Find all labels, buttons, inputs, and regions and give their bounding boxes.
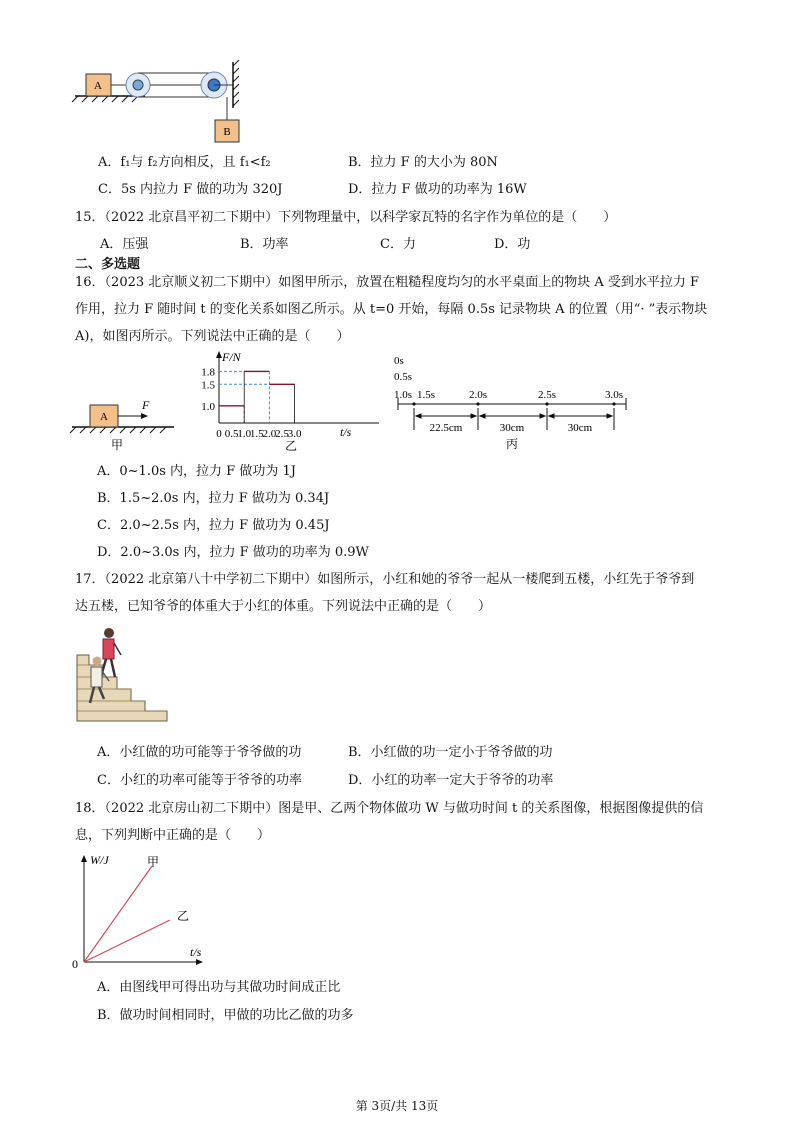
q16-bing-caption: 丙 xyxy=(505,437,519,451)
yi-xtick-0.5: 0.5 xyxy=(224,428,239,440)
svg-text:0: 0 xyxy=(72,957,78,971)
q16-option-a: A．0~1.0s 内，拉力 F 做功为 1J xyxy=(97,464,296,479)
q17-option-c: C．小红的功率可能等于爷爷的功率 xyxy=(97,773,302,788)
q16-stem-line-1: 16．（2023 北京顺义初二下期中）如图甲所示，放置在粗糙程度均匀的水平桌面上的物块 A 受到水平拉力 F xyxy=(75,275,700,290)
q16-bing-time-1.5: 1.5s xyxy=(417,389,436,401)
yi-xtick-2.0: 2.0 xyxy=(262,428,277,440)
q16-bing-time-3.0: 3.0s xyxy=(604,389,624,401)
q16-bing-dist-3: 30cm xyxy=(567,422,593,434)
yi-ytick-1.5: 1.5 xyxy=(201,379,215,392)
q15-stem: 15．（2022 北京昌平初二下期中）下列物理量中，以科学家瓦特的名字作为单位的是（ ） xyxy=(75,210,617,225)
q16-option-d: D．2.0~3.0s 内，拉力 F 做功的功率为 0.9W xyxy=(97,545,369,560)
q17-stairs-illustration xyxy=(75,625,170,725)
q14-option-c: C．5s 内拉力 F 做的功为 320J xyxy=(98,182,283,197)
q16-bing-time-1.0: 1.0s xyxy=(394,389,413,401)
yi-xtick-0: 0 xyxy=(216,428,222,440)
q18-line-yi xyxy=(84,920,170,962)
q16-bing-time-0.5: 0.5s xyxy=(394,371,413,383)
section-heading-multi-choice: 二、多选题 xyxy=(75,257,141,272)
q18-line-jia xyxy=(84,866,152,962)
q16-bing-dist-2: 30cm xyxy=(499,422,525,434)
svg-text:F: F xyxy=(142,398,150,412)
svg-text:t/s: t/s xyxy=(190,945,202,959)
q16-bing-time-2.0: 2.0s xyxy=(468,389,488,401)
svg-text:甲: 甲 xyxy=(110,438,124,452)
q17-option-b: B．小红做的功一定小于爷爷做的功 xyxy=(348,745,553,760)
q14-option-a: A．f₁与 f₂方向相反，且 f₁<f₂ xyxy=(98,155,271,170)
q14-pulley-figure xyxy=(70,60,250,150)
q18-option-b: B．做功时间相同时，甲做的功比乙做的功多 xyxy=(97,1008,354,1023)
q17-stem-line-1: 17．（2022 北京第八十中学初二下期中）如图所示，小红和她的爷爷一起从一楼爬到五楼，小红先于爷爷到 xyxy=(75,572,695,587)
q16-stem-line-2: 作用，拉力 F 随时间 t 的变化关系如图乙所示。从 t=0 开始，每隔 0.5s 记录物块 A 的位置（用“· ”表示物块 xyxy=(75,302,708,317)
q15-option-c: C．力 xyxy=(380,237,416,252)
page-footer: 第 3页/共 13页 xyxy=(355,1099,439,1113)
q16-yi-xlabel: t/s xyxy=(340,425,352,439)
q16-figure-jia xyxy=(70,395,180,455)
svg-text:A: A xyxy=(100,411,108,423)
yi-xtick-1.5: 1.5 xyxy=(249,428,264,440)
q16-figure-bing xyxy=(390,350,635,455)
q18-option-a: A．由图线甲可得出功与其做功时间成正比 xyxy=(97,980,341,995)
yi-xtick-1.0: 1.0 xyxy=(237,428,252,440)
q16-stem-line-3: A)，如图丙所示。下列说法中正确的是（ ） xyxy=(75,329,350,344)
yi-ytick-1.8: 1.8 xyxy=(201,366,215,379)
q18-stem-line-1: 18．（2022 北京房山初二下期中）图是甲、乙两个物体做功 W 与做功时间 t 的关系图像，根据图像提供的信 xyxy=(75,801,704,816)
q14-option-d: D．拉力 F 做功的功率为 16W xyxy=(348,182,527,197)
q16-figure-yi xyxy=(195,350,370,455)
q15-option-a: A．压强 xyxy=(100,237,149,252)
q14-option-b: B．拉力 F 的大小为 80N xyxy=(348,155,498,170)
yi-ytick-1.0: 1.0 xyxy=(201,400,215,413)
svg-text:乙: 乙 xyxy=(177,909,190,923)
q16-option-b: B．1.5~2.0s 内，拉力 F 做功为 0.34J xyxy=(97,491,330,506)
q16-option-c: C．2.0~2.5s 内，拉力 F 做功为 0.45J xyxy=(97,518,330,533)
q16-bing-time-2.5: 2.5s xyxy=(537,389,557,401)
q18-stem-line-2: 息，下列判断中正确的是（ ） xyxy=(75,828,271,843)
q16-bing-dist-1: 22.5cm xyxy=(429,422,463,434)
q17-stem-line-2: 达五楼，已知爷爷的体重大于小红的体重。下列说法中正确的是（ ） xyxy=(75,599,492,614)
q18-work-time-graph xyxy=(70,852,210,972)
svg-text:A: A xyxy=(94,80,102,92)
q17-option-a: A．小红做的功可能等于爷爷做的功 xyxy=(97,745,302,760)
q17-option-d: D．小红的功率一定大于爷爷的功率 xyxy=(348,773,554,788)
svg-text:B: B xyxy=(223,126,231,138)
q16-yi-ylabel: F/N xyxy=(222,350,241,364)
svg-text:W/J: W/J xyxy=(90,853,109,867)
q16-yi-caption: 乙 xyxy=(284,439,298,453)
yi-xtick-3.0: 3.0 xyxy=(287,428,302,440)
q15-option-b: B．功率 xyxy=(240,237,289,252)
yi-xtick-2.5: 2.5 xyxy=(275,428,289,440)
q16-bing-time-0: 0s xyxy=(394,355,404,367)
q15-option-d: D．功 xyxy=(494,237,531,252)
svg-text:甲: 甲 xyxy=(147,855,160,869)
